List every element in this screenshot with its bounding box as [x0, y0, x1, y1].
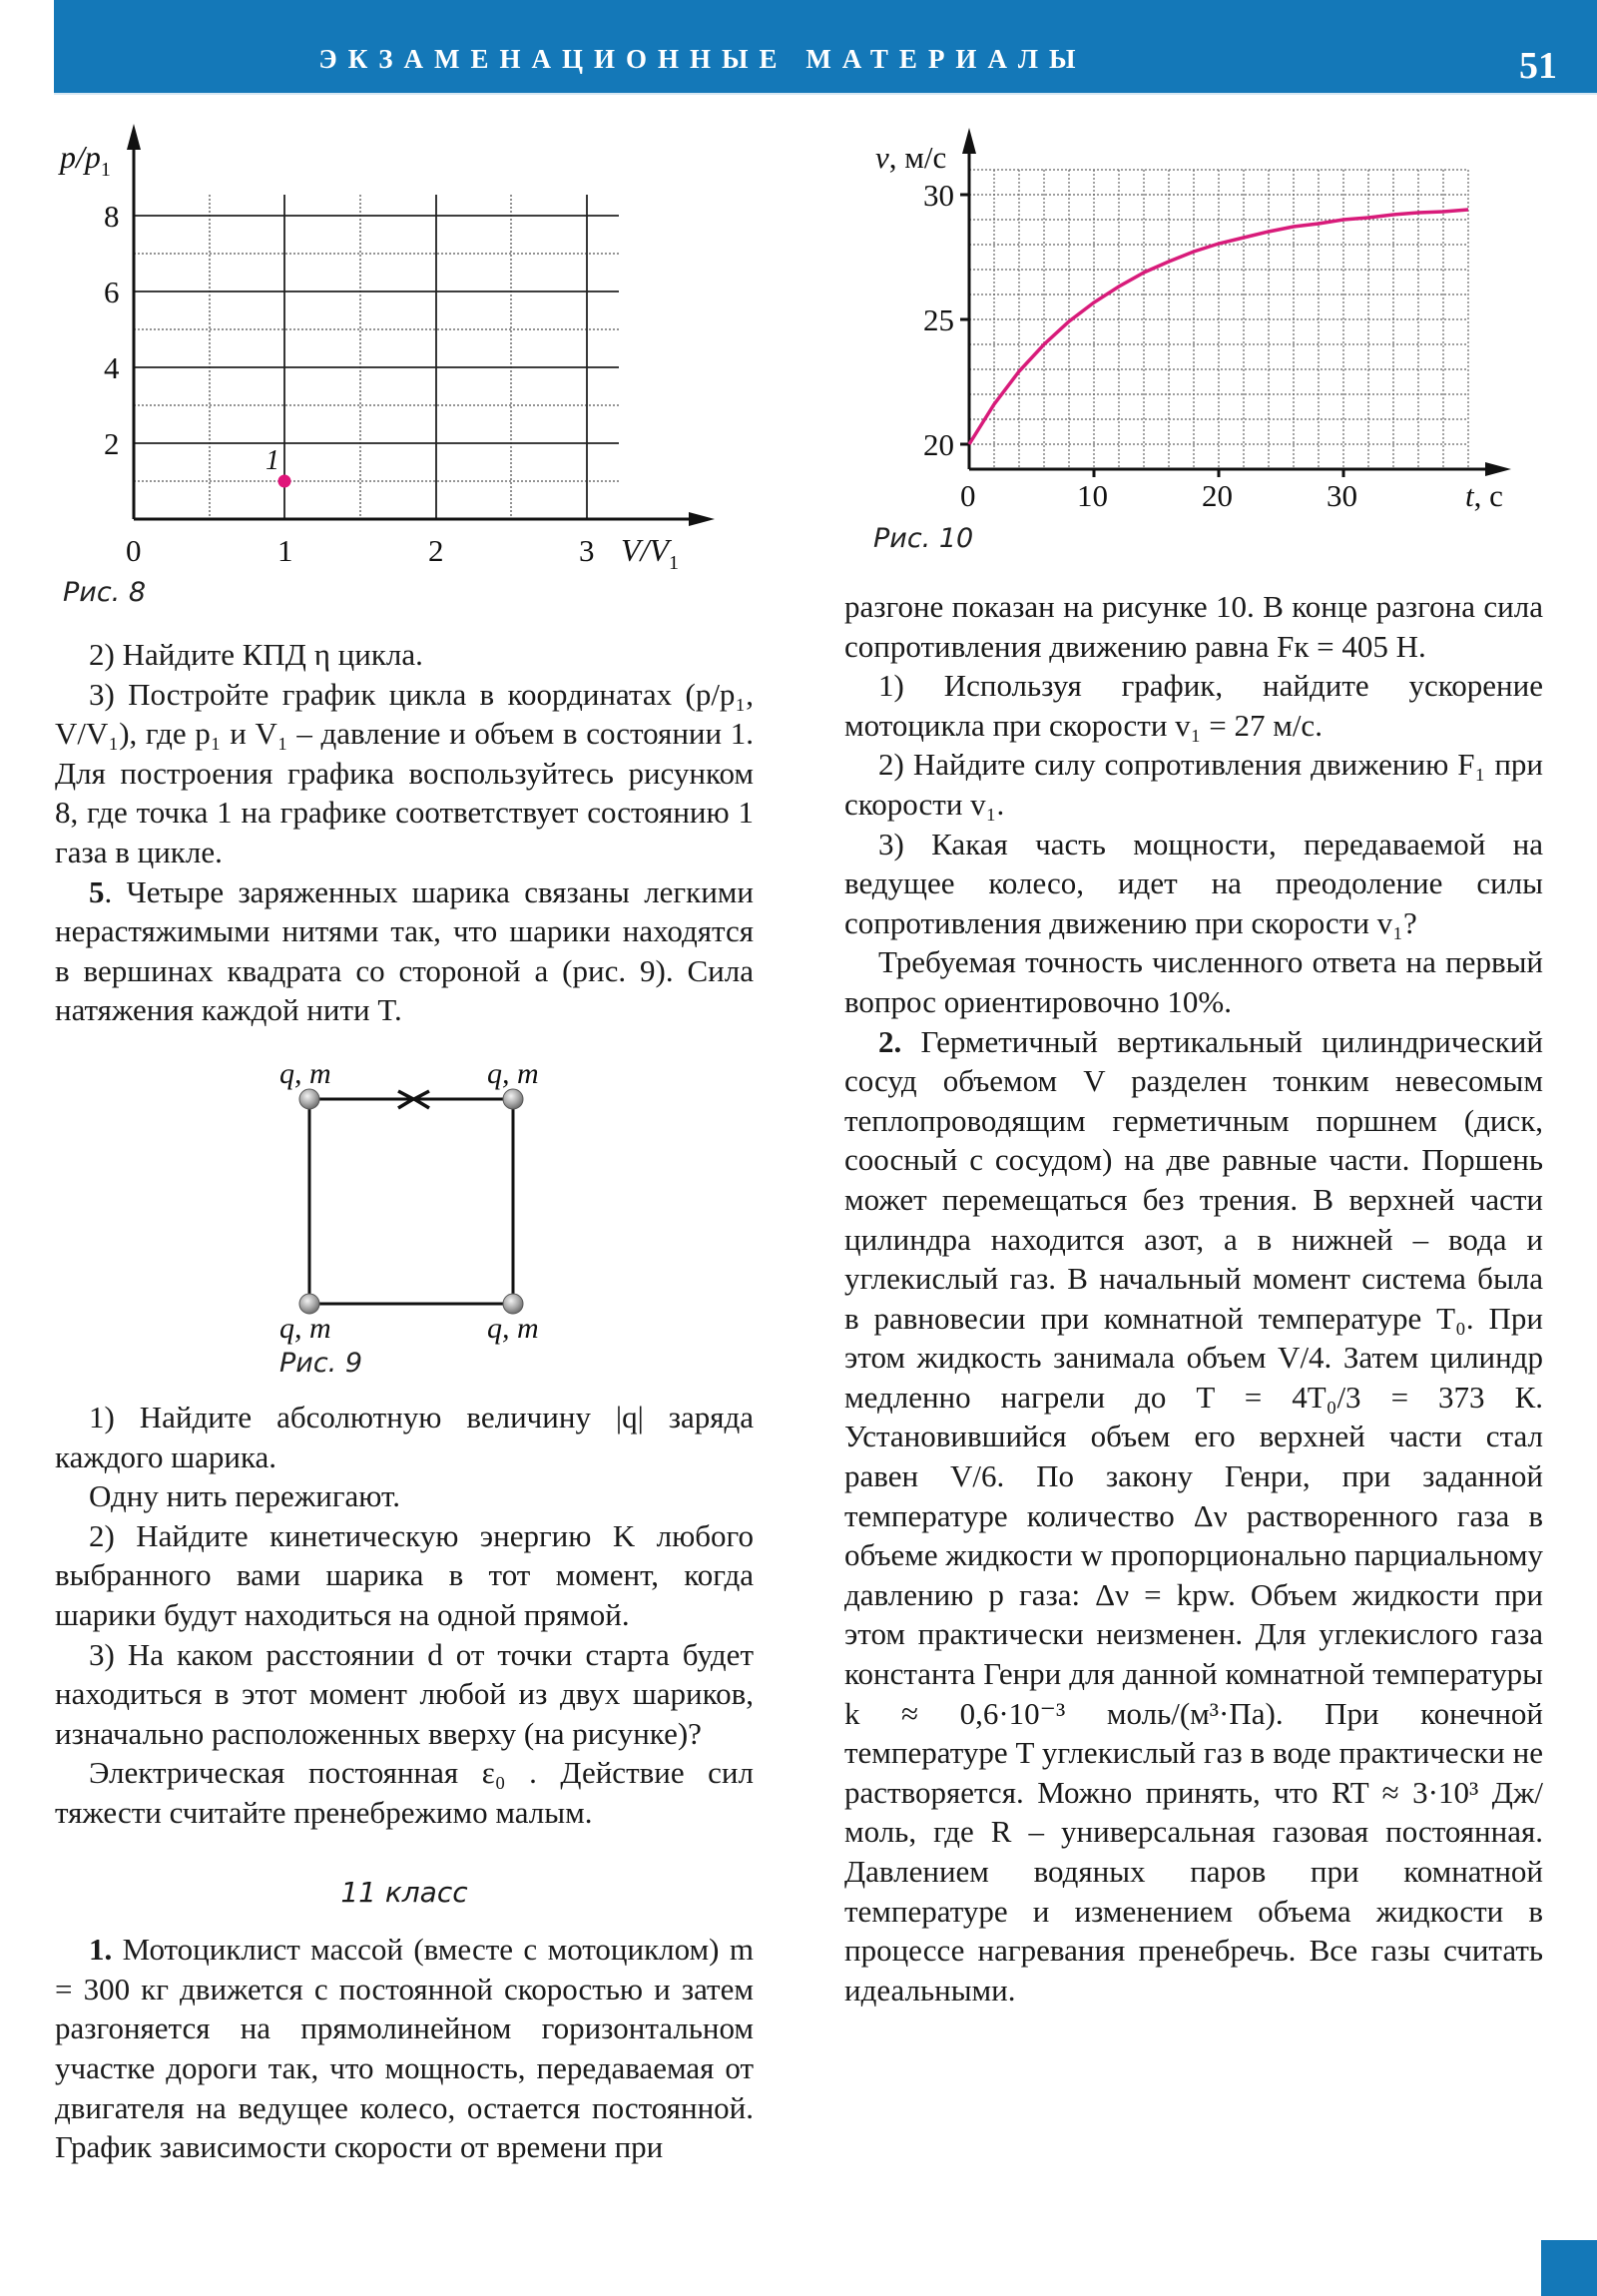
section-title-11-class: 11 класс: [340, 1875, 468, 1909]
question-2-kinetic-energy: 2) Найдите кинетическую энергию K любого выбранного вами шарика в тот момент, когда шарики будут находиться на одной прямой.: [55, 1517, 754, 1632]
svg-text:2: 2: [428, 533, 444, 568]
question-3-distance: 3) На каком расстоянии d от точки старта будет находиться в этот момент любой из двух шариков, изначально расположенных вверху (на рисунке)?: [55, 1636, 754, 1751]
fig8-point-label: 1: [266, 445, 279, 476]
problem-1: [55, 1930, 754, 2167]
question-3-plot-cycle: 3) Постройте график цикла в координатах (p/p₁, V/V₁), где p₁ и V₁ – давление и объем в состоянии 1. Для построения графика воспользуйтесь рисунком 8, где точка 1 на графике соответствует состоянию 1 газа в цикле.: [55, 676, 754, 869]
problem-5-text: . Четыре заряженных шарика связаны легкими нерастяжимыми нитями так, что шарики находятся в вершинах квадрата со стороной a (рис. 9). Сила натяжения каждой нити T.: [55, 873, 754, 1028]
p1-question-2: 2) Найдите силу сопротивления движению F₁ при скорости v₁.: [844, 747, 1543, 822]
problem-1-continuation: разгоне показан на рисунке 10. В конце разгона сила сопротивления движению равна Fк = 405 Н.: [844, 589, 1543, 664]
svg-text:20: 20: [923, 427, 954, 462]
svg-text:2: 2: [104, 426, 120, 461]
svg-text:4: 4: [104, 350, 120, 385]
fig8-tick-labels: [104, 199, 595, 568]
page-number: 51: [1519, 45, 1557, 87]
accuracy-note: Требуемая точность численного ответа на первый вопрос ориентировочно 10%.: [844, 944, 1543, 1019]
fig9-caption: Рис. 9: [279, 1348, 363, 1379]
figure-9-charged-square: [250, 1038, 599, 1388]
svg-text:6: 6: [104, 275, 120, 309]
svg-text:20: 20: [1202, 478, 1233, 513]
figure-10-velocity-graph: [858, 120, 1557, 519]
p1-question-1: 1) Используя график, найдите ускорение мотоцикла при скорости v₁ = 27 м/с.: [844, 668, 1543, 743]
svg-text:25: 25: [923, 302, 954, 337]
svg-text:1: 1: [277, 533, 293, 568]
fig9-threads: [309, 1099, 513, 1304]
problem-2: [844, 1022, 1543, 2010]
figure-8-pv-grid: [40, 120, 739, 569]
problem-2-number: 2.: [878, 1023, 902, 1059]
fig9-balls: [299, 1089, 523, 1314]
fig8-y-label: $p/p_1$: [60, 139, 111, 181]
problem-5-number: 5: [89, 873, 105, 909]
fig8-state-1-point: [278, 475, 291, 488]
fig8-caption: Рис. 8: [63, 577, 147, 608]
fig8-axes: [127, 124, 715, 526]
svg-text:q, m: q, m: [487, 1312, 539, 1345]
running-title: ЭКЗАМЕНАЦИОННЫЕ МАТЕРИАЛЫ: [318, 44, 1087, 74]
left-column-top: [55, 635, 754, 1030]
right-column: [844, 587, 1543, 2009]
svg-text:30: 30: [1327, 478, 1357, 513]
constants-note: Электрическая постоянная ε₀ . Действие сил тяжести считайте пренебрежимо малым.: [55, 1755, 754, 1830]
left-column-bottom: [55, 1398, 754, 2167]
problem-2-text: Герметичный вертикальный цилиндрический сосуд объемом V разделен тонким невесомым теплопроводящим герметичным поршнем (диск, соосный с сосудом) на две равные части. Поршень может перемещаться без трения. В верхней части цилиндра находится азот, а в нижней – вода и углекислый газ. В начальный момент система была в равновесии при комнатной температуре T₀. При этом жидкость занимала объем V/4. Затем цилиндр медленно нагрели до T = 4T₀/3 = 373 К. Установившийся объем его верхней части стал равен V/6. По закону Генри, при заданной температуре количество Δν растворенного газа в объеме жидкости w пропорционально парциальному давлению p газа: Δν = kpw. Объем жидкости при этом практически неизменен. Для углекислого газа константа Генри для данной комнатной температуры k ≈ 0,6·10⁻³ моль/(м³·Па). При конечной температуре T углекислый газ в воде практически не растворяется. Можно принять, что RT ≈ 3·10³ Дж/моль, где R – универсальная газовая постоянная. Давлением водяных паров при комнатной температуре и изменением объема жидкости в процессе нагревания пренебречь. Все газы считать идеальными.: [844, 1023, 1543, 2008]
svg-text:3: 3: [579, 533, 595, 568]
svg-text:0: 0: [126, 533, 142, 568]
svg-text:10: 10: [1077, 478, 1108, 513]
page-header: [54, 0, 1597, 95]
problem-5: [55, 872, 754, 1030]
svg-text:8: 8: [104, 199, 120, 234]
fig8-x-label: $V/V_1$: [621, 532, 679, 569]
thread-cut-note: Одну нить пережигают.: [89, 1478, 401, 1514]
svg-text:0: 0: [960, 478, 976, 513]
fig10-caption: Рис. 10: [873, 523, 974, 554]
question-1-charge: 1) Найдите абсолютную величину |q| заряда каждого шарика.: [55, 1400, 754, 1474]
svg-text:q, m: q, m: [279, 1057, 331, 1090]
page-corner-tab: [1541, 2240, 1597, 2296]
svg-text:q, m: q, m: [487, 1057, 539, 1090]
problem-1-text: Мотоциклист массой (вместе с мотоциклом) m = 300 кг движется с постоянной скоростью и затем разгоняется на прямолинейном горизонтальном участке дороги так, что мощность, передаваемая от двигателя на ведущее колесо, остается постоянной. График зависимости скорости от времени при: [55, 1932, 754, 2165]
question-2-efficiency: 2) Найдите КПД η цикла.: [89, 637, 423, 672]
fig10-axes: [960, 128, 1511, 477]
p1-question-3: 3) Какая часть мощности, передаваемой на ведущее колесо, идет на преодоление силы сопротивления движению при скорости v₁?: [844, 826, 1543, 940]
svg-text:30: 30: [923, 178, 954, 213]
fig10-y-label: v, м/с: [875, 140, 947, 175]
fig8-grid: [134, 195, 619, 519]
svg-text:q, m: q, m: [279, 1312, 331, 1345]
fig10-x-label: t, с: [1465, 478, 1503, 513]
problem-1-number: 1.: [89, 1932, 113, 1968]
